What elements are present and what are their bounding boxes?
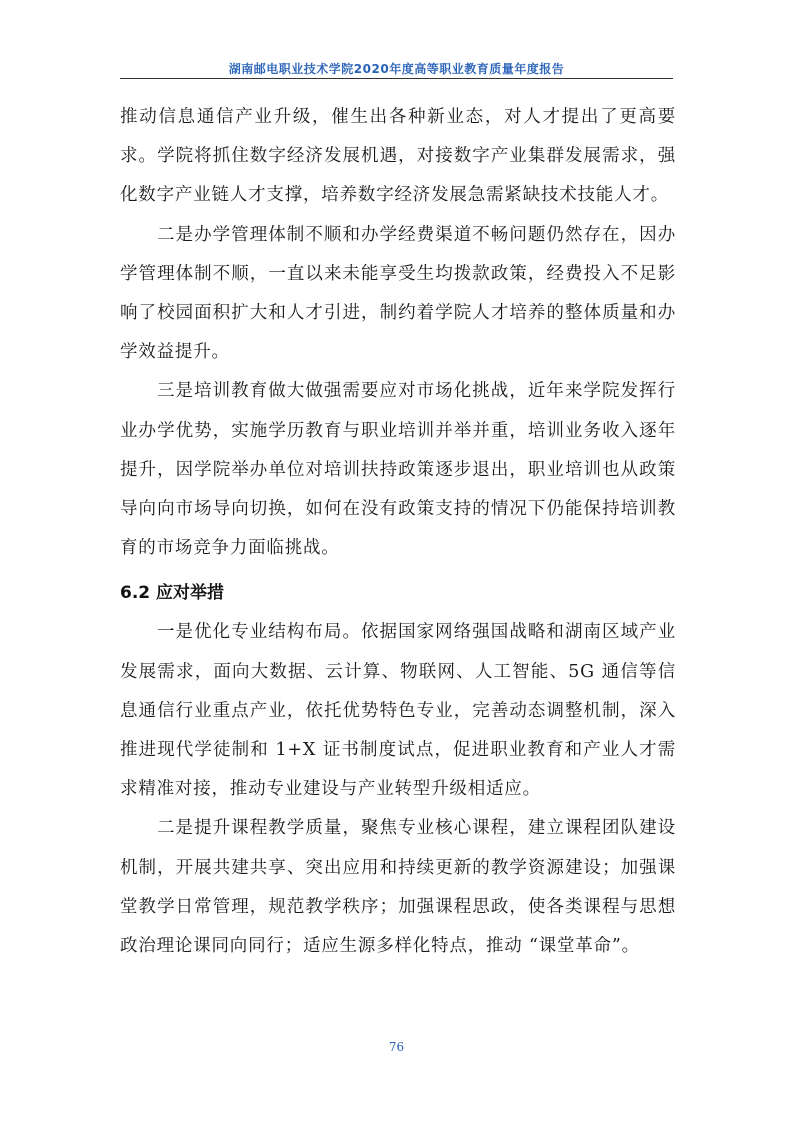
- paragraph-continuation: 推动信息通信产业升级，催生出各种新业态，对人才提出了更高要求。学院将抓住数字经济发展机遇，对接数字产业集群发展需求，强化数字产业链人才支撑，培养数字经济发展急需紧缺技术技能人才。: [120, 107, 676, 206]
- section-heading: 6.2 应对举措: [120, 583, 225, 604]
- paragraph-course-quality: 二是提升课程教学质量，聚焦专业核心课程，建立课程团队建设机制，开展共建共享、突出应用和持续更新的教学资源建设；加强课堂教学日常管理，规范教学秩序；加强课程思政，使各类课程与思想政治理论课同向同行；适应生源多样化特点，推动 “课堂革命”。: [120, 818, 676, 957]
- paragraph-funding-issue: 二是办学管理体制不顺和办学经费渠道不畅问题仍然存在，因办学管理体制不顺，一直以来未能享受生均拨款政策，经费投入不足影响了校园面积扩大和人才引进，制约着学院人才培养的整体质量和办学效益提升。: [120, 224, 676, 363]
- running-header: 湖南邮电职业技术学院2020年度高等职业教育质量年度报告: [228, 62, 565, 76]
- page-body: [120, 98, 676, 966]
- paragraph-optimize-majors: 一是优化专业结构布局。依据国家网络强国战略和湖南区域产业发展需求，面向大数据、云计算、物联网、人工智能、5G 通信等信息通信行业重点产业，依托优势特色专业，完善动态调整机制，深入推进现代学徒制和 1+X 证书制度试点，促进职业教育和产业人才需求精准对接，推动专业建设与产业转型升级相适应。: [120, 622, 676, 800]
- page-number: 76: [388, 1040, 405, 1054]
- paragraph-training-challenge: 三是培训教育做大做强需要应对市场化挑战，近年来学院发挥行业办学优势，实施学历教育与职业培训并举并重，培训业务收入逐年提升，因学院举办单位对培训扶持政策逐步退出，职业培训也从政策导向向市场导向切换，如何在没有政策支持的情况下仍能保持培训教育的市场竞争力面临挑战。: [120, 381, 676, 559]
- header-divider: [120, 78, 673, 79]
